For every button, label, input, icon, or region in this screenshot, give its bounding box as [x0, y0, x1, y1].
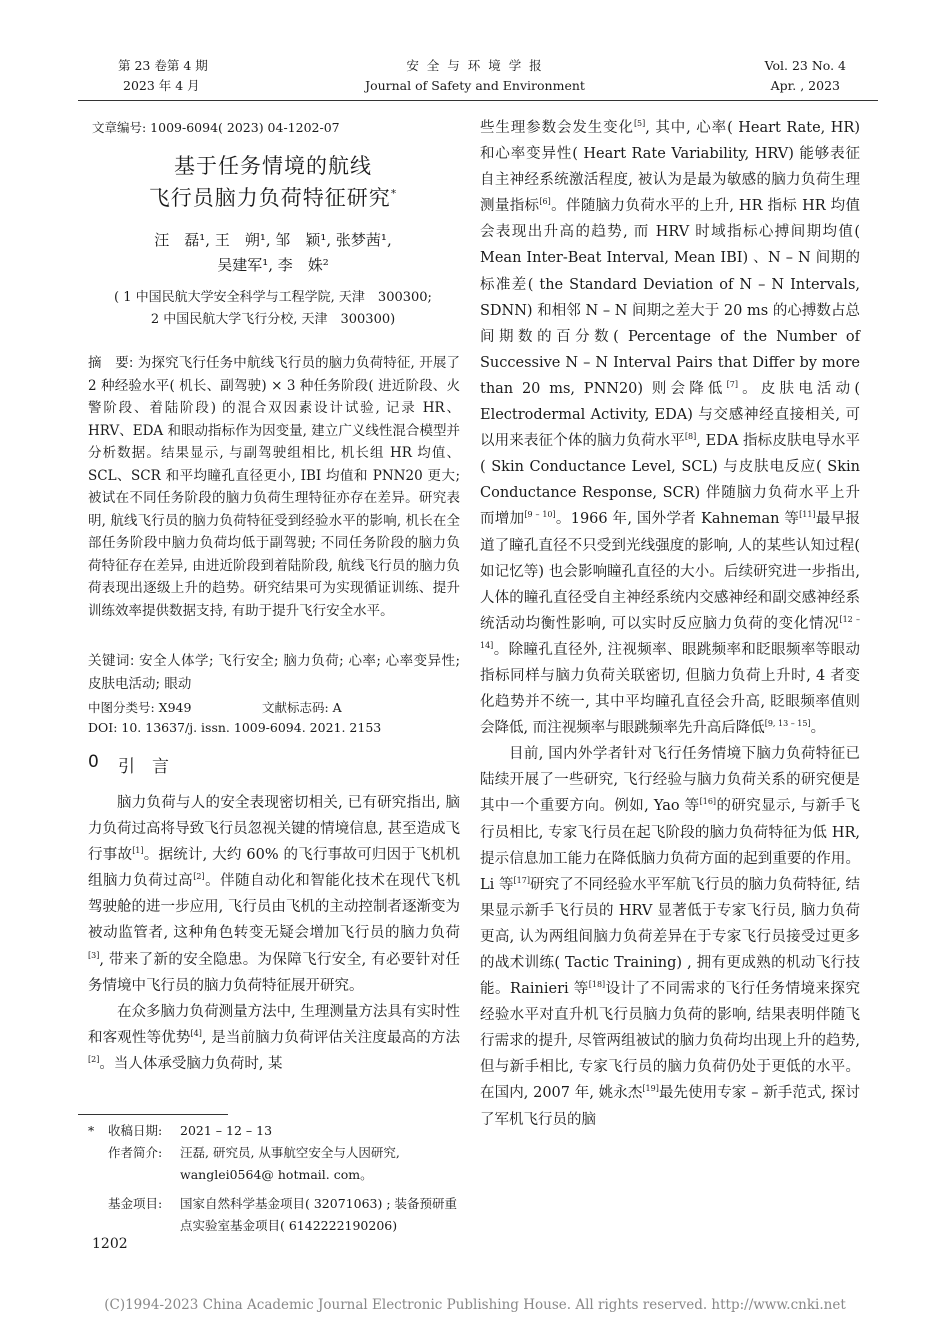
- text-run: , 带来了新的安全隐患。为保障飞行安全, 有必要针对任务情境中飞行员的脑力负荷特征展开研究。: [88, 951, 460, 994]
- paragraph: [88, 790, 460, 999]
- author-bio: 汪磊, 研究员, 从事航空安全与人因研究, wanglei0564@ hotmail. com。: [180, 1145, 400, 1182]
- journal-title-cn: 安 全 与 环 境 学 报: [406, 58, 544, 73]
- received-label: 收稿日期:: [108, 1123, 163, 1138]
- document-code: 文献标志码: A: [262, 700, 342, 715]
- funding-text: 国家自然科学基金项目( 32071063) ; 装备预研重点实验室基金项目( 6142222190206): [180, 1196, 458, 1233]
- article-number: 文章编号: 1009-6094( 2023) 04-1202-07: [92, 120, 340, 135]
- date-cn: 2023 年 4 月: [123, 78, 200, 93]
- footnote-mark: *: [88, 1123, 95, 1138]
- keywords-label: 关键词:: [88, 653, 135, 669]
- text-run: 设计了不同需求的飞行任务情境来探究经验水平对直升机飞行员脑力负荷的影响, 结果表明伴随飞行需求的提升, 尽管两组被试的脑力负荷均出现上升的趋势, 但与新手相比, 专家飞行员的脑力负荷仍处于更低的水平。在国内, 2007 年, 姚永杰: [480, 981, 860, 1102]
- text-run: 最早报道了瞳孔直径不只受到光线强度的影响, 人的某些认知过程( 如记忆等) 也会影响瞳孔直径的大小。后续研究进一步指出, 人体的瞳孔直径受自主神经系统内交感神经和副交感神经系统活动均衡性影响, 可以实时反应脑力负荷的变化情况: [480, 511, 861, 632]
- text-run: 。据统计, 大约 60% 的飞行事故可归因于飞机机组脑力负荷过高: [88, 847, 460, 890]
- citation: [9 – 10]: [524, 510, 556, 520]
- text-run: 些生理参数会发生变化: [480, 120, 634, 136]
- citation: [8]: [684, 432, 697, 442]
- citation: [16]: [699, 797, 717, 807]
- text-run: 。除瞳孔直径外, 注视频率、眼跳频率和眨眼频率等眼动指标同样与脑力负荷关联密切, 但脑力负荷上升时, 4 者变化趋势并不统一, 其中平均瞳孔直径会升高, 眨眼频率值则会降低, 而注视频率与眼跳频率先升高后降低: [480, 641, 860, 737]
- citation: [4]: [190, 1029, 202, 1039]
- abstract-text: 为探究飞行任务中航线飞行员的脑力负荷特征, 开展了 2 种经验水平( 机长、副驾驶) × 3 种任务阶段( 进近阶段、火警阶段、着陆阶段) 的混合双因素设计试验, 记录 HR、HRV、EDA 和眼动指标作为因变量, 建立广义线性混合模型并分析数据。结果显示, 与副驾驶组相比, 机长组 HR 均值、SCL、SCR 和平均瞳孔直径更小, IBI 均值和 PNN20 更大; 被试在不同任务阶段的脑力负荷生理特征亦存在差异。研究表明, 航线飞行员的脑力负荷特征受到经验水平的影响, 机长在全部任务阶段中脑力负荷均低于副驾驶; 不同任务阶段的脑力负荷特征存在差异, 由进近阶段到着陆阶段, 航线飞行员的脑力负荷表现出逐级上升的趋势。研究结果可为实现循证训练、提升训练效率提供数据支持, 有助于提升飞行安全水平。: [88, 355, 460, 619]
- citation: [19]: [642, 1084, 659, 1094]
- text-run: 。1966 年, 国外学者 Kahneman 等: [555, 511, 800, 528]
- funding-label: 基金项目:: [108, 1196, 163, 1211]
- volume-issue-en: Vol. 23 No. 4: [764, 58, 846, 73]
- keywords: [88, 650, 460, 695]
- text-run: 。: [810, 720, 826, 737]
- affiliation-1: ( 1 中国民航大学安全科学与工程学院, 天津 300300;: [114, 290, 432, 305]
- keywords-text: 安全人体学; 飞行安全; 脑力负荷; 心率; 心率变异性; 皮肤电活动; 眼动: [88, 653, 460, 692]
- section-number: 0: [88, 752, 99, 772]
- paragraph: [88, 999, 460, 1077]
- citation: [7]: [726, 380, 738, 390]
- title-footnote-mark: *: [390, 187, 398, 200]
- title-line-2: [78, 182, 468, 212]
- citation: [1]: [132, 846, 144, 856]
- received-date: 2021 – 12 – 13: [180, 1123, 273, 1138]
- page-number: 1202: [92, 1236, 128, 1252]
- citation: [2]: [193, 872, 205, 882]
- text-run: 。伴随脑力负荷水平的上升, HR 指标 HR 均值会表现出升高的趋势, 而 HRV 时域指标心搏间期均值( Mean Inter-Beat Interval, Mean IBI) 、N – N 间期的标准差( the Standard Deviation of N – N Intervals, SDNN) 和相邻 N – N 间期之差大于 20 ms 的心搏数占总间期数的百分数( Percentage of the Number of Successive N – N Interval Pairs that Differ by more than 20 ms, PNN20) 则会降低: [480, 198, 861, 397]
- text-run: 。皮肤电活动( Electrodermal Activity, EDA) 与交感神经直接相关, 可以用来表征个体的脑力负荷水平: [480, 380, 860, 450]
- citation: [18]: [588, 980, 606, 990]
- text-run: 最先使用专家 – 新手范式, 探讨了军机飞行员的脑: [480, 1085, 860, 1128]
- paragraph: [480, 115, 860, 741]
- text-run: 的研究显示, 与新手飞行员相比, 专家飞行员在起飞阶段的脑力负荷特征为低 HR, 提示信息加工能力在降低脑力负荷方面的起到重要的作用。Li 等: [480, 798, 861, 893]
- citation: [17]: [513, 875, 530, 885]
- text-run: 研究了不同经验水平军航飞行员的脑力负荷特征, 结果显示新手飞行员的 HRV 显著低于专家飞行员, 脑力负荷更高, 认为两组间脑力负荷差异在于专家飞行员接受过更多的战术训练( Tactic Training) , 拥有更成熟的机动飞行技能。Rainieri 等: [480, 876, 860, 998]
- affiliation-2: 2 中国民航大学飞行分校, 天津 300300): [150, 312, 396, 327]
- text-run: , 其中, 心率( Heart Rate, HR) 和心率变异性( Heart Rate Variability, HRV) 能够表征自主神经系统激活程度, 被认为是最为敏感的脑力负荷生理测量指标: [480, 120, 861, 215]
- abstract-label: 摘 要:: [88, 355, 134, 371]
- text-run: 目前, 国内外学者针对飞行任务情境下脑力负荷特征已陆续开展了一些研究, 飞行经验与脑力负荷关系的研究便是其中一个重要方向。例如, Yao 等: [480, 746, 860, 815]
- text-run: , EDA 指标皮肤电导水平( Skin Conductance Level, SCL) 与皮肤电反应( Skin Conductance Response, SCR) 伴随脑力负荷水平上升而增加: [480, 433, 861, 528]
- authors-line-2: 吴建军¹, 李 姝²: [217, 256, 329, 274]
- clc-number: 中图分类号: X949: [88, 700, 192, 715]
- text-run: 在众多脑力负荷测量方法中, 生理测量方法具有实时性和客观性等优势: [88, 1003, 460, 1046]
- copyright-watermark: (C)1994-2023 China Academic Journal Electronic Publishing House. All rights reserved. http://www.cnki.net: [104, 1297, 846, 1313]
- citation: [5]: [633, 119, 646, 129]
- citation: [11]: [799, 510, 816, 520]
- text-run: , 是当前脑力负荷评估关注度最高的方法: [201, 1029, 461, 1046]
- citation: [6]: [539, 197, 551, 207]
- abstract: [88, 352, 460, 622]
- author-bio-label: 作者简介:: [108, 1145, 163, 1160]
- citation: [3]: [88, 950, 100, 960]
- citation: [12 – 14]: [480, 614, 861, 651]
- text-run: 脑力负荷与人的安全表现密切相关, 已有研究指出, 脑力负荷过高将导致飞行员忽视关键的情境信息, 甚至造成飞行事故: [88, 795, 460, 864]
- footnote-rule: [78, 1114, 228, 1115]
- left-column-body: [88, 790, 460, 1077]
- title-line-2-text: 飞行员脑力负荷特征研究: [148, 186, 391, 210]
- citation: [9, 13 – 15]: [764, 719, 811, 729]
- title-line-1: 基于任务情境的航线: [174, 154, 372, 178]
- paragraph: [480, 741, 860, 1132]
- right-column-body: [480, 115, 860, 1133]
- authors-line-1: 汪 磊¹, 王 朔¹, 邹 颖¹, 张梦茜¹,: [154, 231, 392, 249]
- volume-issue-cn: 第 23 卷第 4 期: [118, 58, 208, 73]
- section-title: 引 言: [118, 757, 169, 777]
- journal-title-en: Journal of Safety and Environment: [365, 78, 585, 93]
- header-rule: [78, 100, 878, 101]
- date-en: Apr. , 2023: [770, 78, 840, 93]
- citation: [2]: [88, 1055, 100, 1065]
- text-run: 。当人体承受脑力负荷时, 某: [99, 1055, 283, 1072]
- text-run: 。伴随自动化和智能化技术在现代飞机驾驶舱的进一步应用, 飞行员由飞机的主动控制者逐渐变为被动监管者, 这种角色转变无疑会增加飞行员的脑力负荷: [88, 873, 461, 942]
- doi: DOI: 10. 13637/j. issn. 1009-6094. 2021. 2153: [88, 720, 382, 735]
